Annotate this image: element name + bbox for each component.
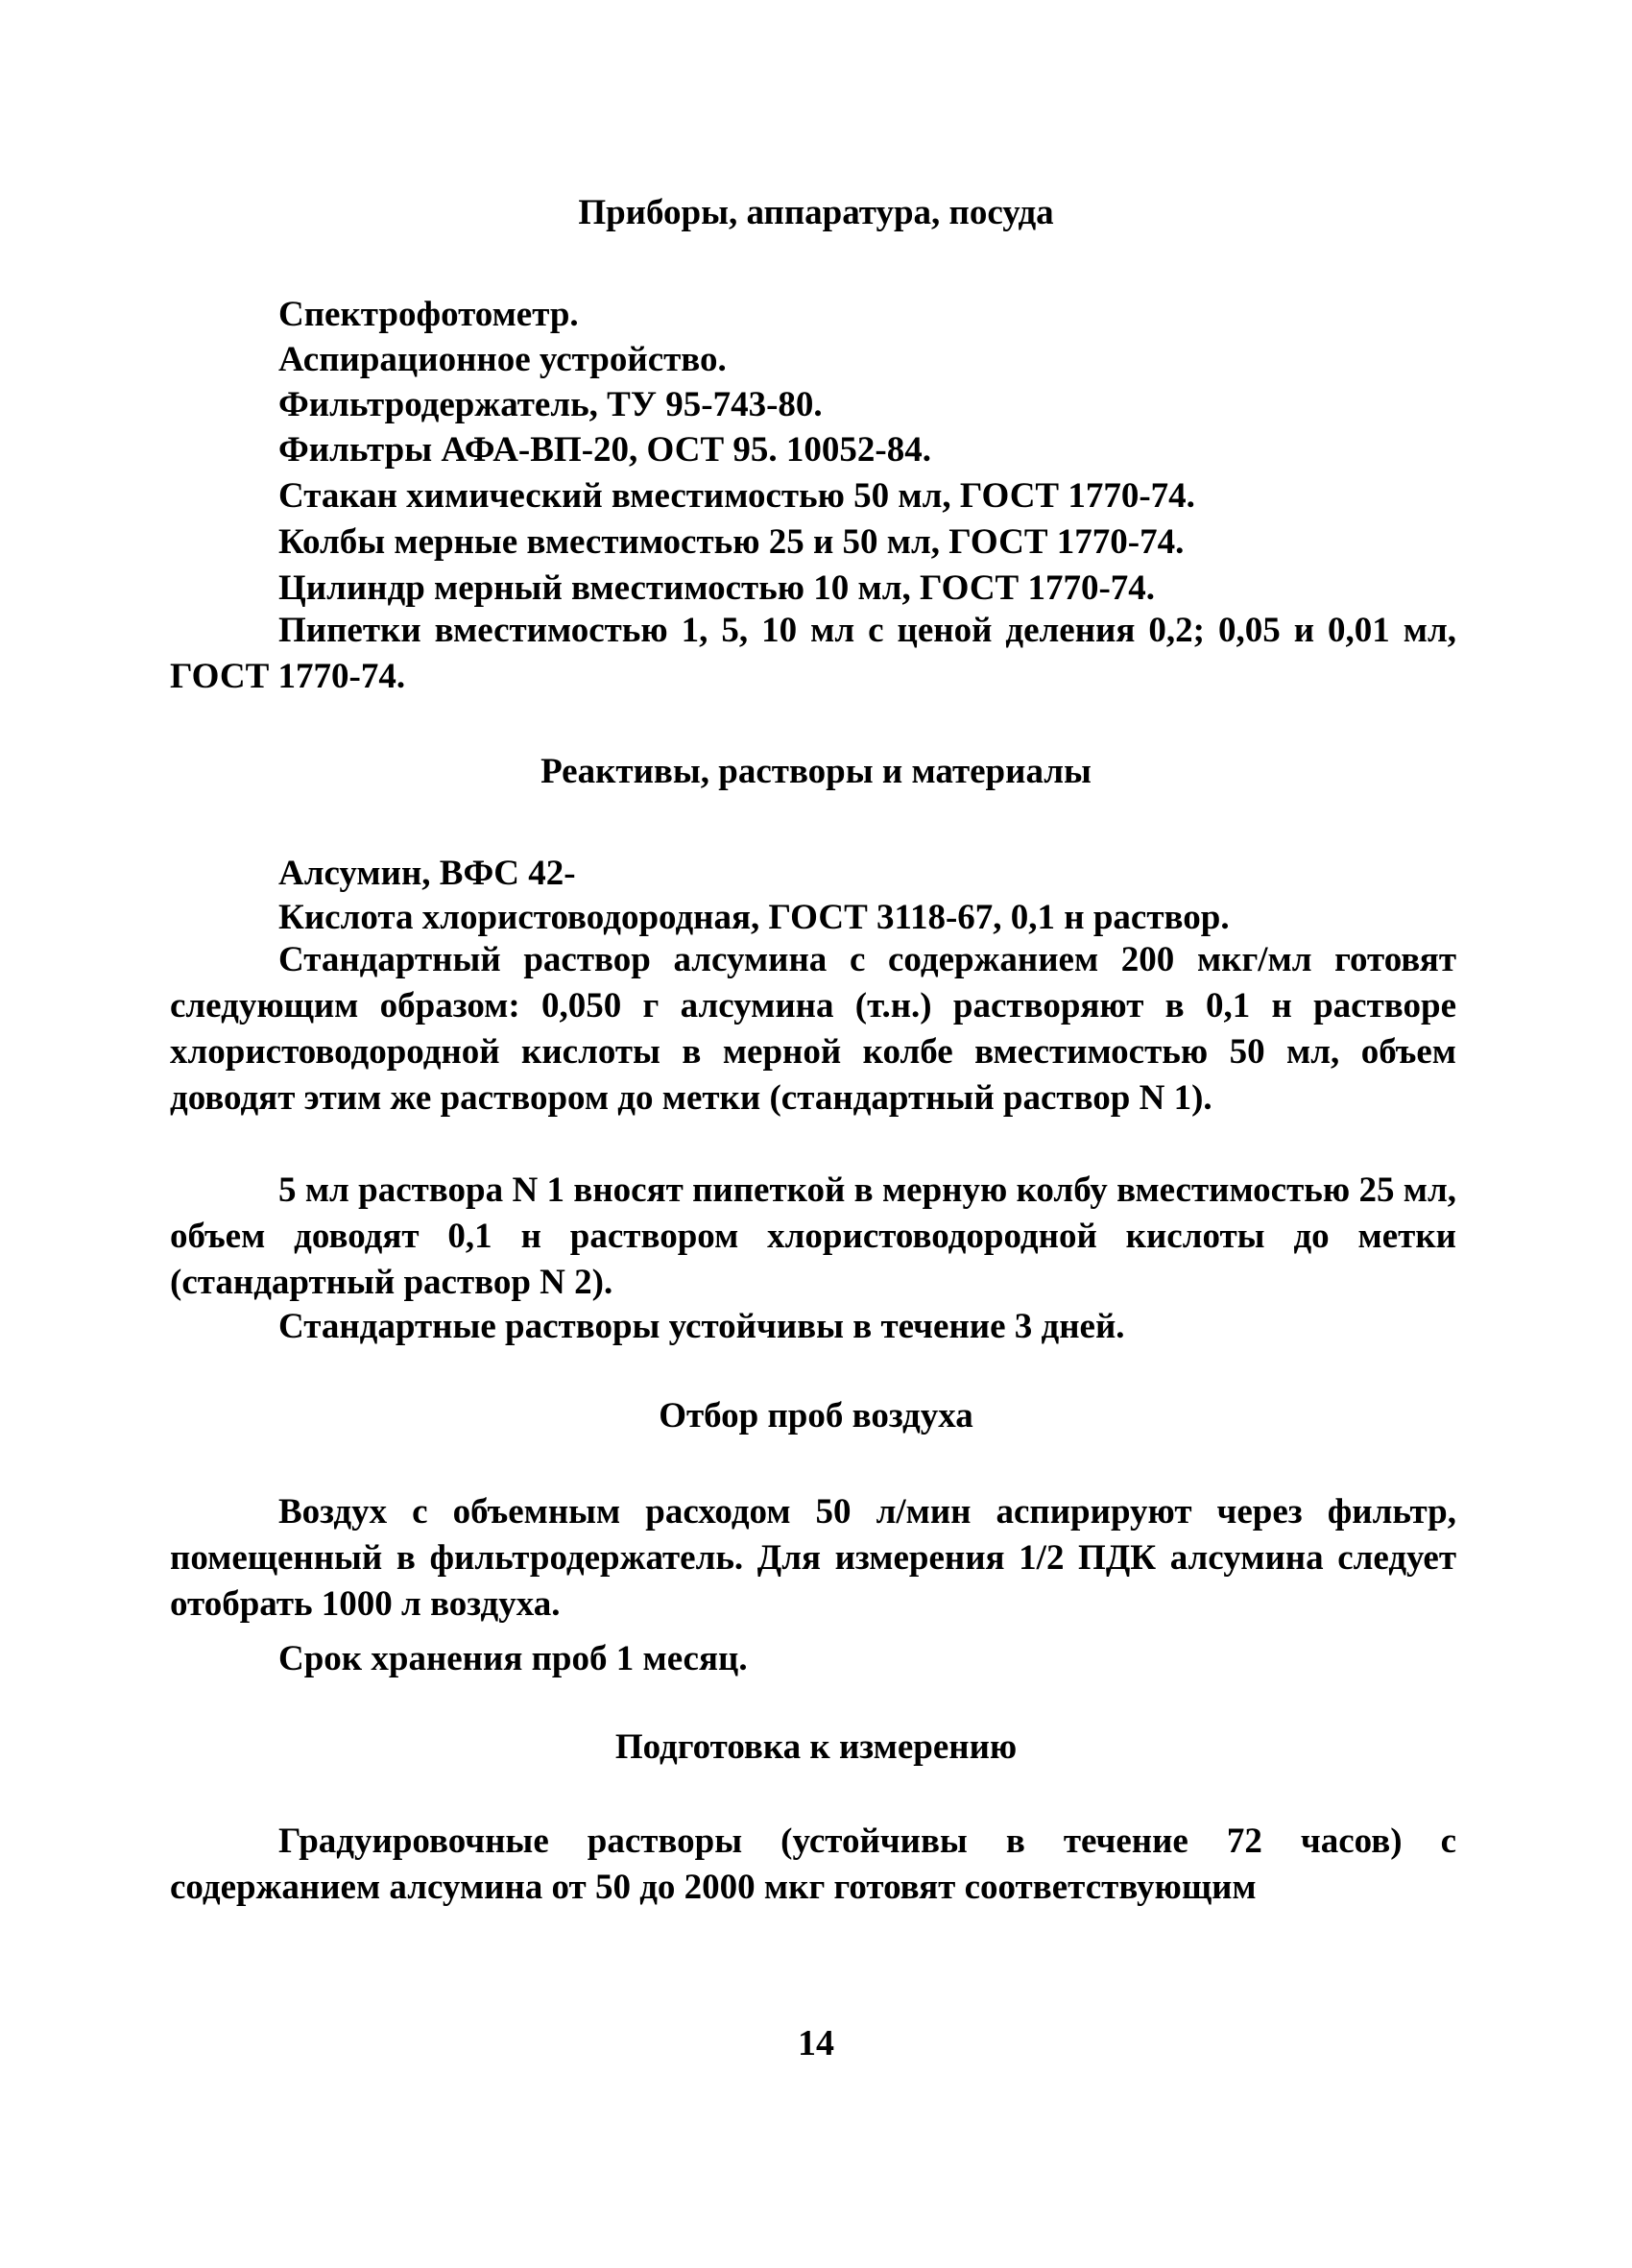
reagent-paragraph-standard-2: 5 мл раствора N 1 вносят пипеткой в мерную колбу вместимостью 25 мл, объем доводят 0,1 н раствором хлористоводородной кислоты до метки (стандартный раствор N 2). bbox=[170, 1170, 1456, 1302]
reagent-item: Алсумин, ВФС 42- bbox=[278, 854, 576, 893]
equipment-item: Стакан химический вместимостью 50 мл, ГОСТ 1770-74. bbox=[278, 476, 1195, 516]
sampling-storage: Срок хранения проб 1 месяц. bbox=[278, 1639, 748, 1678]
preparation-paragraph: Градуировочные растворы (устойчивы в течение 72 часов) с содержанием алсумина от 50 до 2000 мкг готовят соответствующим bbox=[170, 1822, 1456, 1907]
sampling-paragraph: Воздух с объемным расходом 50 л/мин аспирируют через фильтр, помещенный в фильтродержатель. Для измерения 1/2 ПДК алсумина следует отобрать 1000 л воздуха. bbox=[170, 1492, 1456, 1624]
reagent-stability: Стандартные растворы устойчивы в течение 3 дней. bbox=[278, 1307, 1125, 1346]
reagent-paragraph-standard-1: Стандартный раствор алсумина с содержанием 200 мкг/мл готовят следующим образом: 0,050 г алсумина (т.н.) растворяют в 0,1 н растворе хлористоводородной кислоты в мерной колбе вместимостью 50 мл, объем доводят этим же раствором до метки (стандартный раствор N 1). bbox=[170, 940, 1456, 1118]
section-heading-equipment: Приборы, аппаратура, посуда bbox=[578, 193, 1054, 232]
equipment-item: Цилиндр мерный вместимостью 10 мл, ГОСТ 1770-74. bbox=[278, 568, 1156, 608]
section-heading-sampling: Отбор проб воздуха bbox=[659, 1396, 973, 1436]
section-heading-preparation: Подготовка к измерению bbox=[614, 1727, 1018, 1767]
page-number: 14 bbox=[798, 2023, 834, 2063]
equipment-item: Фильтры АФА-ВП-20, ОСТ 95. 10052-84. bbox=[278, 430, 931, 470]
equipment-item: Спектрофотометр. bbox=[278, 295, 579, 334]
equipment-item: Колбы мерные вместимостью 25 и 50 мл, ГОСТ 1770-74. bbox=[278, 522, 1185, 562]
equipment-pipettes: Пипетки вместимостью 1, 5, 10 мл с ценой деления 0,2; 0,05 и 0,01 мл, ГОСТ 1770-74. bbox=[170, 611, 1456, 696]
equipment-item: Аспирационное устройство. bbox=[278, 340, 727, 379]
equipment-item: Фильтродержатель, ТУ 95-743-80. bbox=[278, 385, 823, 424]
section-heading-reagents: Реактивы, растворы и материалы bbox=[540, 752, 1092, 791]
reagent-item: Кислота хлористоводородная, ГОСТ 3118-67, 0,1 н раствор. bbox=[278, 898, 1230, 937]
